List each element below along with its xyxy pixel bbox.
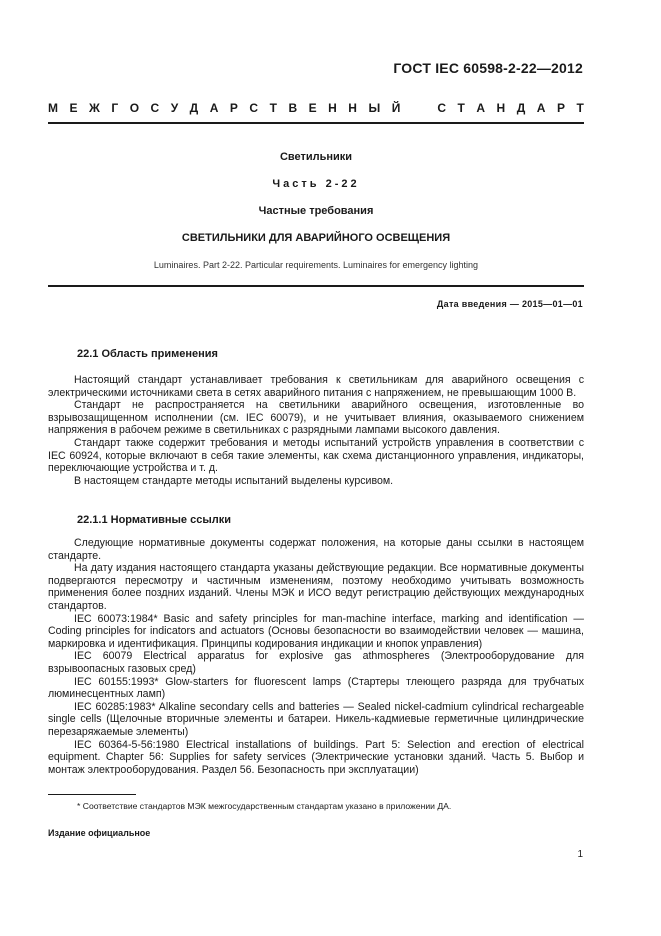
section-22-1-1-heading: 22.1.1 Нормативные ссылки [77,514,231,526]
banner-letter: Т [576,101,584,115]
banner-letter: С [150,101,160,115]
banner-letter: С [437,101,447,115]
banner-letter: Н [328,101,337,115]
banner-letter: Й [391,101,401,115]
banner-letter: А [209,101,219,115]
page-number: 1 [577,849,583,860]
paragraph: Стандарт также содержит требования и методы испытаний устройств управления в соответствии с IEC 60924, которые включают в себя такие элементы, как схема дистанционного управления, индикаторы, переключающие устройства и т. д. [48,436,584,475]
reference-iec-60073: IEC 60073:1984* Basic and safety principles for man-machine interface, marking and identification — Coding principles for indicators and actuators (Основы безопасности во взаимодействии человек — машина, маркировка и идентификация. Принципы кодирования индикации и кнопок управления) [48,612,584,650]
section-22-1-1-body [48,537,584,776]
standard-number: ГОСТ IEC 60598-2-22—2012 [393,60,583,76]
introduction-date: Дата введения — 2015—01—01 [436,299,583,309]
reference-iec-60285: IEC 60285:1983* Alkaline secondary cells and batteries — Sealed nickel-cadmium cylindrical rechargeable single cells (Щелочные вторичные элементы и батареи. Никель-кадмиевые герметичные цилиндрические перезаряжаемые элементы) [48,700,584,738]
banner-letter: Ы [368,101,381,115]
paragraph: Стандарт не распространяется на светильники аварийного освещения, изготовленные во взрывозащищенном исполнении (см. IEC 60079), и не учитывает влияния, оказываемого снижением напряжения в рабочем режиме в светильниках с разрядными лампами высокого давления. [48,399,584,437]
interstate-standard-banner [48,101,584,115]
title-part: Часть 2-22 [272,178,360,190]
banner-letter: Н [496,101,506,115]
paragraph: Следующие нормативные документы содержат положения, на которые даны ссылки в настоящем стандарте. [48,537,584,562]
banner-letter: Р [229,101,238,115]
banner-letter: М [48,101,58,115]
banner-letter: Д [516,101,526,115]
banner-letter: Т [457,101,465,115]
banner-letter: С [249,101,259,115]
banner-letter: Т [269,101,277,115]
reference-iec-60155: IEC 60155:1993* Glow-starters for fluorescent lamps (Стартеры тлеющего разряда для трубчатых люминесцентных ламп) [48,675,584,701]
paragraph: Настоящий стандарт устанавливает требования к светильникам для аварийного освещения с электрическими источниками света в сетях аварийного питания с напряжением, не превышающим 1000 В. [48,374,584,399]
banner-letter: Ж [89,101,100,115]
banner-letter: А [476,101,486,115]
section-22-1-body [48,374,584,487]
paragraph: На дату издания настоящего стандарта указаны действующие редакции. Все нормативные документы подвергаются пересмотру и частичным изменениям, поэтому необходимо учитывать возможность применения более поздних изданий. Члены МЭК и ИСО ведут регистрацию действующих международных стандартов. [48,562,584,612]
title-subtitle: Частные требования [258,205,374,217]
banner-letter: А [536,101,546,115]
edition-label: Издание официальное [48,828,151,838]
title-english: Luminaires. Part 2-22. Particular requirements. Luminaires for emergency lighting [153,260,479,270]
banner-letter: Е [69,101,78,115]
section-22-1-heading: 22.1 Область применения [77,348,218,360]
footnote: * Соответствие стандартов МЭК межгосударственным стандартам указано в приложении ДА. [77,801,452,811]
title-line-1: Светильники [279,151,353,163]
reference-iec-60079: IEC 60079 Electrical apparatus for explosive gas athmospheres (Электрооборудование для взрывоопасных газовых сред) [48,650,584,675]
banner-letter: В [288,101,298,115]
banner-letter: Е [308,101,317,115]
reference-iec-60364: IEC 60364-5-56:1980 Electrical installations of buildings. Part 5: Selection and erection of electrical equipment. Chapter 56: Supplies for safety services (Электрические установки зданий. Часть 5. Выбор и монтаж электрооборудования. Раздел 56. Безопасность при эксплуатации) [48,738,584,776]
banner-letter: Г [111,101,119,115]
banner-letter [412,101,426,115]
title-rule [48,285,584,287]
banner-letter: У [170,101,179,115]
paragraph: В настоящем стандарте методы испытаний выделены курсивом. [74,474,394,487]
header-rule [48,122,584,124]
title-main: СВЕТИЛЬНИКИ ДЛЯ АВАРИЙНОГО ОСВЕЩЕНИЯ [181,232,451,244]
footnote-rule [48,794,136,795]
banner-letter: О [129,101,140,115]
banner-letter: Н [348,101,357,115]
banner-letter: Д [189,101,199,115]
banner-letter: Р [556,101,565,115]
